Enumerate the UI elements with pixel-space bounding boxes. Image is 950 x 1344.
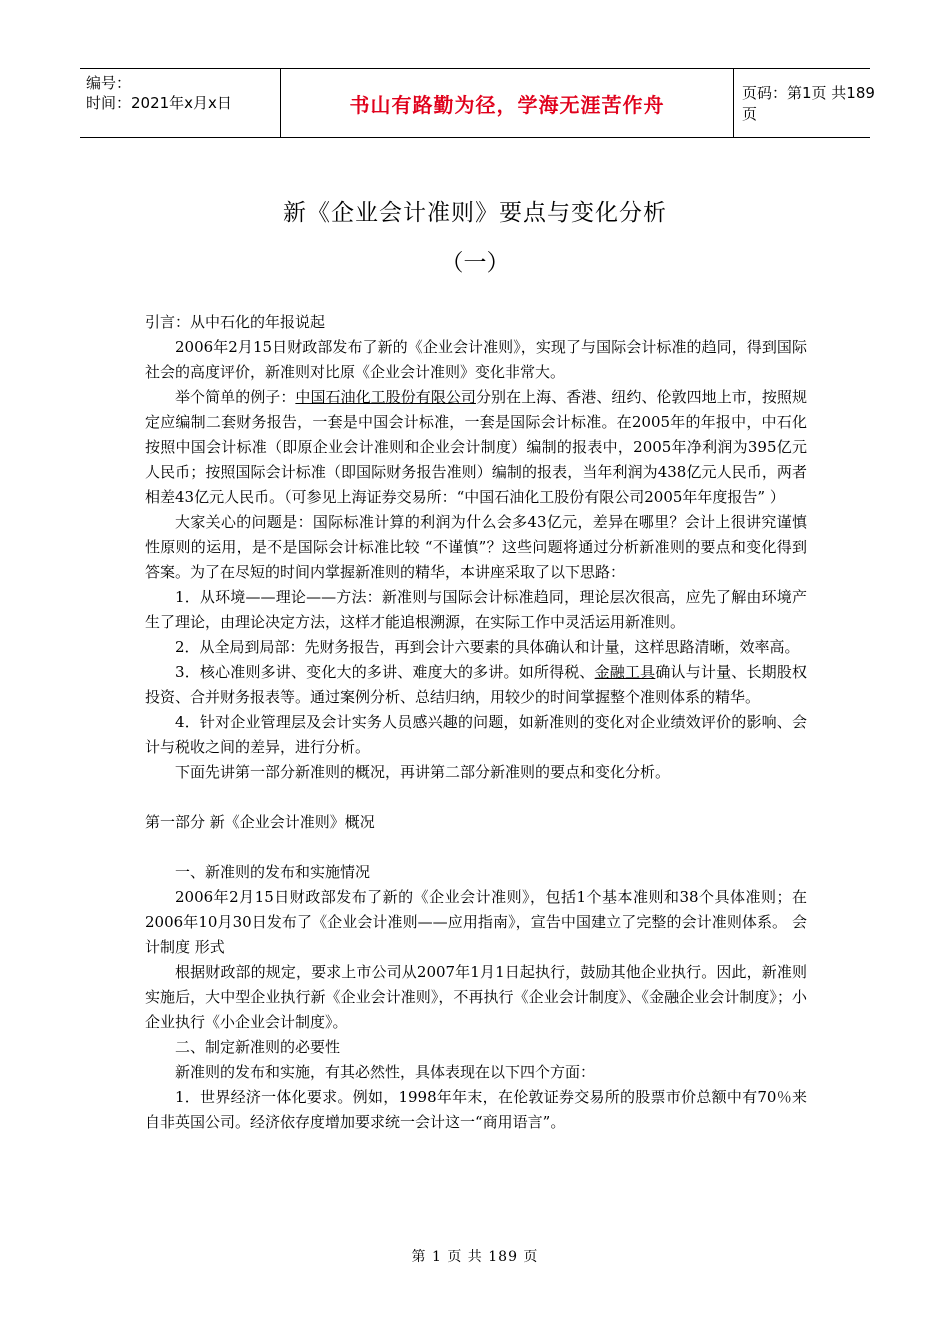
header-number-label: 编号： — [86, 74, 132, 92]
header-time-label: 时间：2021年x月x日 — [86, 94, 232, 112]
list-item: 1．从环境——理论——方法：新准则与国际会计标准趋同，理论层次很高，应先了解由环境产生了理论，由理论决定方法，这样才能追根溯源，在实际工作中灵活运用新准则。 — [145, 588, 807, 631]
paragraph: 2006年2月15日财政部发布了新的《企业会计准则》，包括1个基本准则和38个具体准则；在2006年10月30日发布了《企业会计准则——应用指南》，宣告中国建立了完整的会计准则体系。 会计制度 形式 — [145, 888, 807, 956]
header-motto: 书山有路勤为径，学海无涯苦作舟 — [280, 69, 734, 137]
document-title: 新《企业会计准则》要点与变化分析 — [283, 200, 667, 226]
paragraph-text: 举个简单的例子： — [175, 388, 296, 406]
paragraph — [145, 385, 807, 510]
paragraph: 根据财政部的规定，要求上市公司从2007年1月1日起执行，鼓励其他企业执行。因此，新准则实施后，大中型企业执行新《企业会计准则》，不再执行《企业会计制度》、《金融企业会计制度》；小企业执行《小企业会计制度》。 — [145, 963, 807, 1031]
list-item-text: 确认与计量、长期股权投资、合并财务报表等。通过案例分析、总结归纳，用较少的时间掌握整个准则体系的精华。 — [145, 663, 807, 706]
section-heading: 一、新准则的发布和实施情况 — [175, 863, 371, 881]
page-header — [80, 68, 875, 138]
paragraph: 2006年2月15日财政部发布了新的《企业会计准则》，实现了与国际会计标准的趋同，得到国际社会的高度评价，新准则对比原《企业会计准则》变化非常大。 — [145, 338, 807, 381]
part-heading: 第一部分 新《企业会计准则》概况 — [145, 813, 375, 831]
list-item: 1．世界经济一体化要求。例如，1998年年末，在伦敦证券交易所的股票市价总额中有70％来自非英国公司。经济依存度增加要求统一会计这一“商用语言”。 — [145, 1088, 807, 1131]
company-link[interactable]: 中国石油化工股份有限公司 — [295, 388, 476, 406]
section-heading: 二、制定新准则的必要性 — [175, 1038, 341, 1056]
paragraph-text: 分别在上海、香港、纽约、伦敦四地上市，按照规定应编制二套财务报告，一套是中国会计标准，一套是国际会计标准。在2005年的年报中，中石化按照中国会计标准（即原企业会计准则和企业会计制度）编制的报表中，2005年净利润为395亿元人民币；按照国际会计标准（即国际财务报告准则）编制的报表，当年利润为438亿元人民币，两者相差43亿元人民币。（可参见上海证券交易所：“中国石油化工股份有限公司2005年年度报告” ） — [145, 388, 807, 506]
header-page-info: 页码：第1页 共189页 — [742, 84, 875, 123]
list-item — [145, 660, 807, 710]
header-meta — [80, 69, 280, 137]
spacer — [145, 835, 807, 860]
list-item: 4．针对企业管理层及会计实务人员感兴趣的问题，如新准则的变化对企业绩效评价的影响、会计与税收之间的差异，进行分析。 — [145, 713, 807, 756]
financial-instruments-link[interactable]: 金融工具 — [594, 663, 656, 681]
paragraph: 新准则的发布和实施，有其必然性，具体表现在以下四个方面： — [175, 1063, 596, 1081]
page-footer: 第 1 页 共 189 页 — [411, 1249, 539, 1265]
intro-heading: 引言：从中石化的年报说起 — [145, 313, 326, 331]
spacer — [145, 785, 807, 810]
list-item: 2．从全局到局部：先财务报告，再到会计六要素的具体确认和计量，这样思路清晰，效率高。 — [175, 638, 800, 656]
document-subtitle: （一） — [440, 250, 510, 276]
paragraph: 下面先讲第一部分新准则的概况，再讲第二部分新准则的要点和变化分析。 — [175, 763, 671, 781]
list-item-text: 3．核心准则多讲、变化大的多讲、难度大的多讲。如所得税、 — [175, 663, 595, 681]
paragraph: 大家关心的问题是：国际标准计算的利润为什么会多43亿元，差异在哪里？会计上很讲究谨慎性原则的运用，是不是国际会计标准比较 “不谨慎”？这些问题将通过分析新准则的要点和变化得到答案。为了在尽短的时间内掌握新准则的精华，本讲座采取了以下思路： — [145, 513, 807, 581]
document-body — [145, 310, 807, 1135]
